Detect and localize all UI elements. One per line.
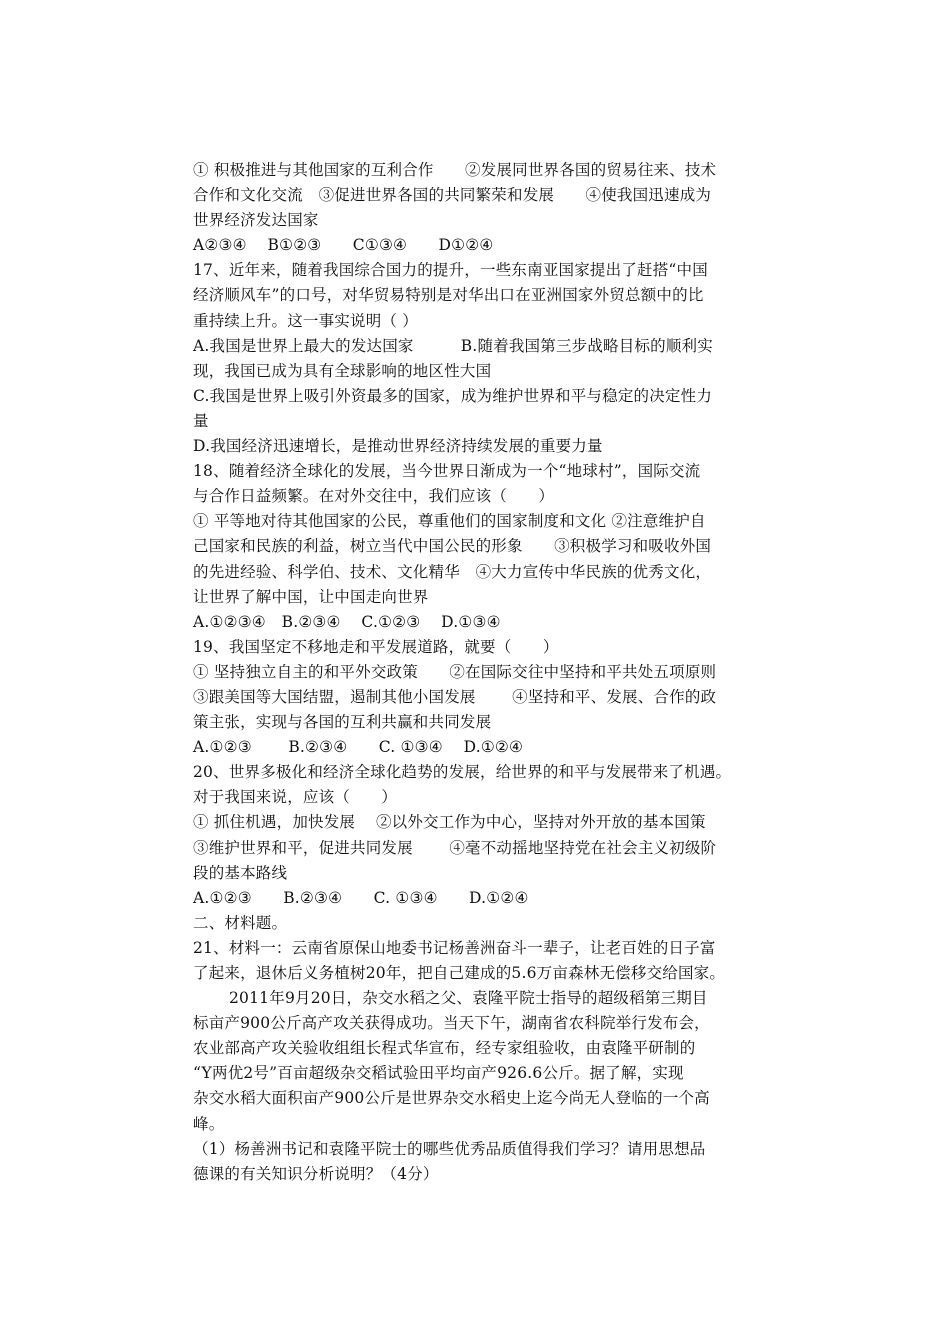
text-line: 对于我国来说，应该（ ） <box>193 788 398 807</box>
answer-options: A.①②③④ B.②③④ C.①②③ D.①③④ <box>193 612 501 631</box>
answer-options: A.①②③ B.②③④ C. ①③④ D.①②④ <box>193 888 529 907</box>
answer-option: A.我国是世界上最大的发达国家 B.随着我国第三步战略目标的顺利实 <box>193 336 713 355</box>
answer-options: A.①②③ B.②③④ C. ①③④ D.①②④ <box>193 738 524 757</box>
answer-options: A②③④ B①②③ C①③④ D①②④ <box>193 236 494 255</box>
text-line: 标亩产900公斤高产攻关获得成功。当天下午，湖南省农科院举行发布会， <box>193 1014 710 1033</box>
question-19: 19、我国坚定不移地走和平发展道路，就要（ ） <box>193 637 559 656</box>
text-line: ① 平等地对待其他国家的公民，尊重他们的国家制度和文化 ②注意维护自 <box>193 512 706 531</box>
text-line: 让世界了解中国，让中国走向世界 <box>193 587 429 606</box>
question-20: 20、世界多极化和经济全球化趋势的发展，给世界的和平与发展带来了机遇。 <box>193 763 732 782</box>
answer-option: D.我国经济迅速增长，是推动世界经济持续发展的重要力量 <box>193 437 603 456</box>
text-line: 世界经济发达国家 <box>193 211 319 230</box>
text-line: 合作和文化交流 ③促进世界各国的共同繁荣和发展 ④使我国迅速成为 <box>193 186 712 205</box>
question-17: 17、近年来，随着我国综合国力的提升，一些东南亚国家提出了赶搭“中国 <box>193 261 708 280</box>
text-line: 重持续上升。这一事实说明（ ） <box>193 311 418 330</box>
text-line: 峰。 <box>193 1114 225 1133</box>
text-line: 农业部高产攻关验收组组长程式华宣布，经专家组验收，由袁隆平研制的 <box>193 1039 696 1058</box>
answer-option: C.我国是世界上吸引外资最多的国家，成为维护世界和平与稳定的决定性力 <box>193 386 713 405</box>
text-line: ① 抓住机遇，加快发展 ②以外交工作为中心，坚持对外开放的基本国策 <box>193 813 706 832</box>
text-line: 己国家和民族的利益，树立当代中国公民的形象 ③积极学习和吸收外国 <box>193 537 712 556</box>
sub-question: （1）杨善洲书记和袁隆平院士的哪些优秀品质值得我们学习？请用思想品 <box>193 1139 706 1158</box>
text-line: “Y两优2号”百亩超级杂交稻试验田平均亩产926.6公斤。据了解，实现 <box>193 1064 684 1083</box>
text-line: 经济顺风车”的口号，对华贸易特别是对华出口在亚洲国家外贸总额中的比 <box>193 286 704 305</box>
question-18: 18、随着经济全球化的发展，当今世界日渐成为一个“地球村”，国际交流 <box>193 462 701 481</box>
text-line: 策主张，实现与各国的互利共赢和共同发展 <box>193 713 492 732</box>
text-line: 段的基本路线 <box>193 863 288 882</box>
question-21: 21、材料一：云南省原保山地委书记杨善洲奋斗一辈子，让老百姓的日子富 <box>193 938 716 957</box>
text-line: 德课的有关知识分析说明？（4分） <box>193 1164 439 1183</box>
text-line: ① 积极推进与其他国家的互利合作 ②发展同世界各国的贸易往来、技术 <box>193 161 717 179</box>
text-line: 现，我国已成为具有全球影响的地区性大国 <box>193 361 492 380</box>
section-heading: 二、材料题。 <box>193 913 288 932</box>
text-line: 与合作日益频繁。在对外交往中，我们应该（ ） <box>193 487 555 506</box>
text-line: ① 坚持独立自主的和平外交政策 ②在国际交往中坚持和平共处五项原则 <box>193 662 717 681</box>
text-line: 的先进经验、科学伯、技术、文化精华 ④大力宣传中华民族的优秀文化， <box>193 562 712 581</box>
text-line: 2011年9月20日，杂交水稻之父、袁隆平院士指导的超级稻第三期目 <box>229 989 708 1008</box>
text-line: ③跟美国等大国结盟，遏制其他小国发展 ④坚持和平、发展、合作的政 <box>193 687 717 706</box>
text-line: 了起来，退休后义务植树20年，把自己建成的5.6万亩森林无偿移交给国家。 <box>193 964 726 982</box>
document-page <box>193 158 761 1187</box>
text-line: 量 <box>193 411 209 430</box>
text-line: ③维护世界和平，促进共同发展 ④毫不动摇地坚持党在社会主义初级阶 <box>193 838 717 857</box>
text-line: 杂交水稻大面积亩产900公斤是世界杂交水稻史上迄今尚无人登临的一个高 <box>193 1089 710 1108</box>
